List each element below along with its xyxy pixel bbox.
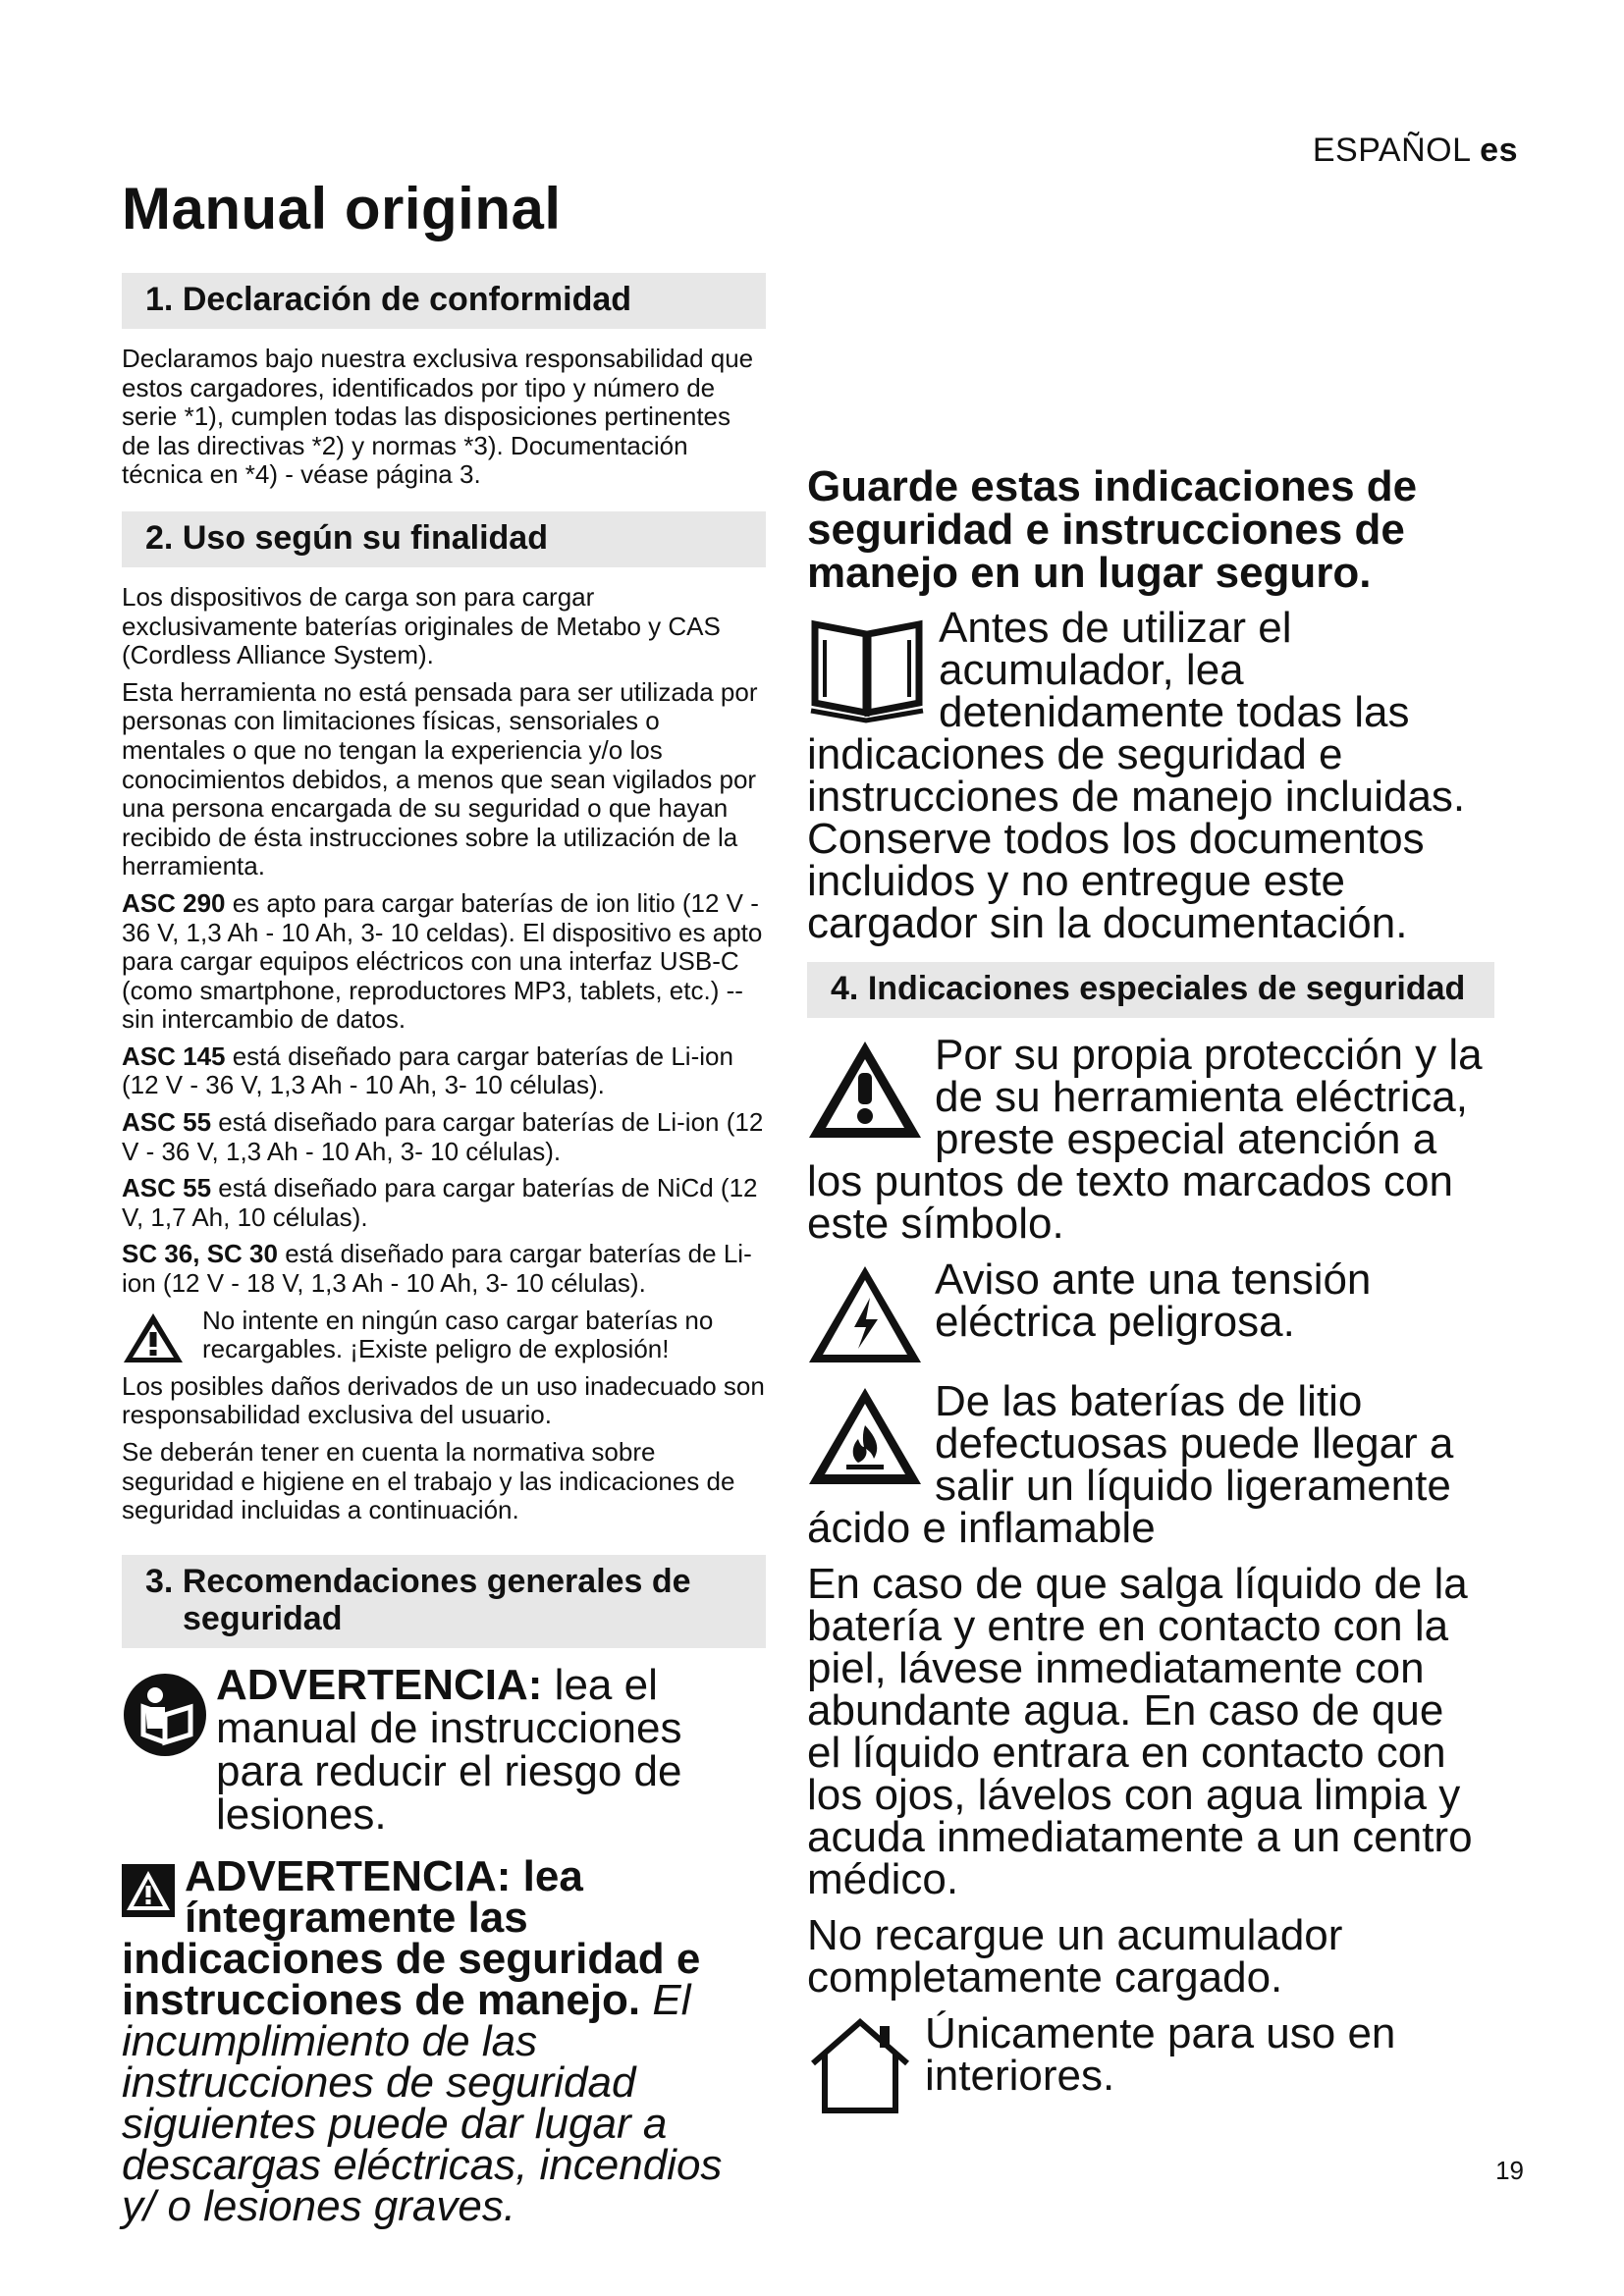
- section-2-para-2: Esta herramienta no está pensada para ser utilizada por personas con limitaciones físicas, sensoriales o mentales o que no tengan la experiencia y/o los conocimientos debidos, a menos que sean vigilados por una persona encargada de su seguridad o que hayan recibido de ésta instrucciones sobre la utilización de la herramienta.: [122, 676, 758, 881]
- model-asc290: ASC 290 es apto para cargar baterías de ion litio (12 V - 36 V, 1,3 Ah - 10 Ah, 3- 10 celdas). El dispositivo es apto para cargar equipos eléctricos con una interfaz USB-C (como smartphone, reproductores MP3, tablets, etc.) -- sin intercambio de datos.: [122, 887, 763, 1035]
- flammable-icon: [807, 1384, 923, 1488]
- model-asc145: ASC 145 está diseñado para cargar baterías de Li-ion (12 V - 36 V, 1,3 Ah - 10 Ah, 3- 10 células).: [122, 1041, 733, 1100]
- warning-triangle-icon: [807, 1038, 923, 1142]
- liquid-contact-instructions: En caso de que salga líquido de la batería y entre en contacto con la piel, lávese inmediatamente con abundante agua. En caso de que el líquido entrara en contacto con los ojos, lávelos con agua limpia y acuda inmediatamente a un centro médico.: [807, 1560, 1473, 1903]
- continued-text-spacer: [807, 257, 1485, 465]
- store-instructions-note: Guarde estas indicaciones de seguridad e instrucciones de manejo en un lugar seguro.: [807, 462, 1418, 597]
- warning-triangle-icon: [122, 1310, 185, 1365]
- model-asc55-nicd: ASC 55 está diseñado para cargar baterías de NiCd (12 V, 1,7 Ah, 10 células).: [122, 1173, 758, 1232]
- electric-voltage-warning: Aviso ante una tensión eléctrica peligrosa.: [807, 1258, 1485, 1366]
- section-2-para-4: Se deberán tener en cuenta la normativa sobre seguridad e higiene en el trabajo y las indicaciones de seguridad incluidas a continuación.: [122, 1437, 735, 1525]
- model-asc55-liion: ASC 55 está diseñado para cargar baterías de Li-ion (12 V - 36 V, 1,3 Ah - 10 Ah, 3- 10 células).: [122, 1107, 764, 1166]
- page-title: Manual original: [122, 176, 562, 241]
- read-instructions-warning: ADVERTENCIA: lea íntegramente las indicaciones de seguridad e instrucciones de manejo. El incumplimiento de las instrucciones de seguridad siguientes puede dar lugar a descargas eléctricas, incendios y/ o lesiones graves.: [122, 1851, 723, 2230]
- battery-liquid-warning: De las baterías de litio defectuosas puede llegar a salir un líquido ligeramente ácido e inflamable: [807, 1377, 1454, 1552]
- language-label: ESPAÑOL es: [1312, 132, 1518, 169]
- model-sc36-sc30: SC 36, SC 30 está diseñado para cargar baterías de Li-ion (12 V - 18 V, 1,3 Ah - 10 Ah, 3- 10 células).: [122, 1239, 752, 1299]
- left-column: [122, 273, 766, 2230]
- section-1-body: Declaramos bajo nuestra exclusiva responsabilidad que estos cargadores, identificados por tipo y número de serie *1), cumplen todas las disposiciones pertinentes de las directivas *2) y normas *3). Documentación técnica en *4) - véase página 3.: [122, 344, 754, 490]
- indoor-house-icon: [807, 2016, 913, 2114]
- page-number: 19: [1495, 2156, 1524, 2185]
- section-4-heading: 4. Indicaciones especiales de seguridad: [807, 962, 1494, 1018]
- section-2-para-3: Los posibles daños derivados de un uso inadecuado son responsabilidad exclusiva del usuario.: [122, 1370, 765, 1430]
- right-column: [807, 257, 1485, 2128]
- attention-symbol-note: Por su propia protección y la de su herramienta eléctrica, preste especial atención a los puntos de texto marcados con este símbolo.: [807, 1031, 1483, 1248]
- section-2-para-1: Los dispositivos de carga son para cargar exclusivamente baterías originales de Metabo y CAS (Cordless Alliance System).: [122, 581, 721, 670]
- no-recharge-note: No recargue un acumulador completamente cargado.: [807, 1911, 1343, 2002]
- read-manual-warning: ADVERTENCIA: lea el manual de instrucciones para reducir el riesgo de lesiones.: [122, 1664, 766, 1837]
- section-2-heading: 2. Uso según su finalidad: [122, 511, 766, 567]
- warning-triangle-icon: [122, 1864, 175, 1917]
- book-icon: [807, 611, 927, 724]
- explosion-warning: No intente en ningún caso cargar baterías no recargables. ¡Existe peligro de explosión!: [122, 1307, 766, 1364]
- section-3-heading: 3. Recomendaciones generales de seguridad: [122, 1555, 766, 1648]
- section-1-heading: 1. Declaración de conformidad: [122, 273, 766, 329]
- read-manual-icon: [122, 1672, 208, 1758]
- book-instructions-note: Antes de utilizar el acumulador, lea detenidamente todas las indicaciones de seguridad e instrucciones de manejo incluidas. Conserve todos los documentos incluidos y no entregue este cargador sin la documentación.: [807, 604, 1466, 947]
- indoor-use-note: Únicamente para uso en interiores.: [807, 2012, 1485, 2114]
- electric-hazard-icon: [807, 1262, 923, 1366]
